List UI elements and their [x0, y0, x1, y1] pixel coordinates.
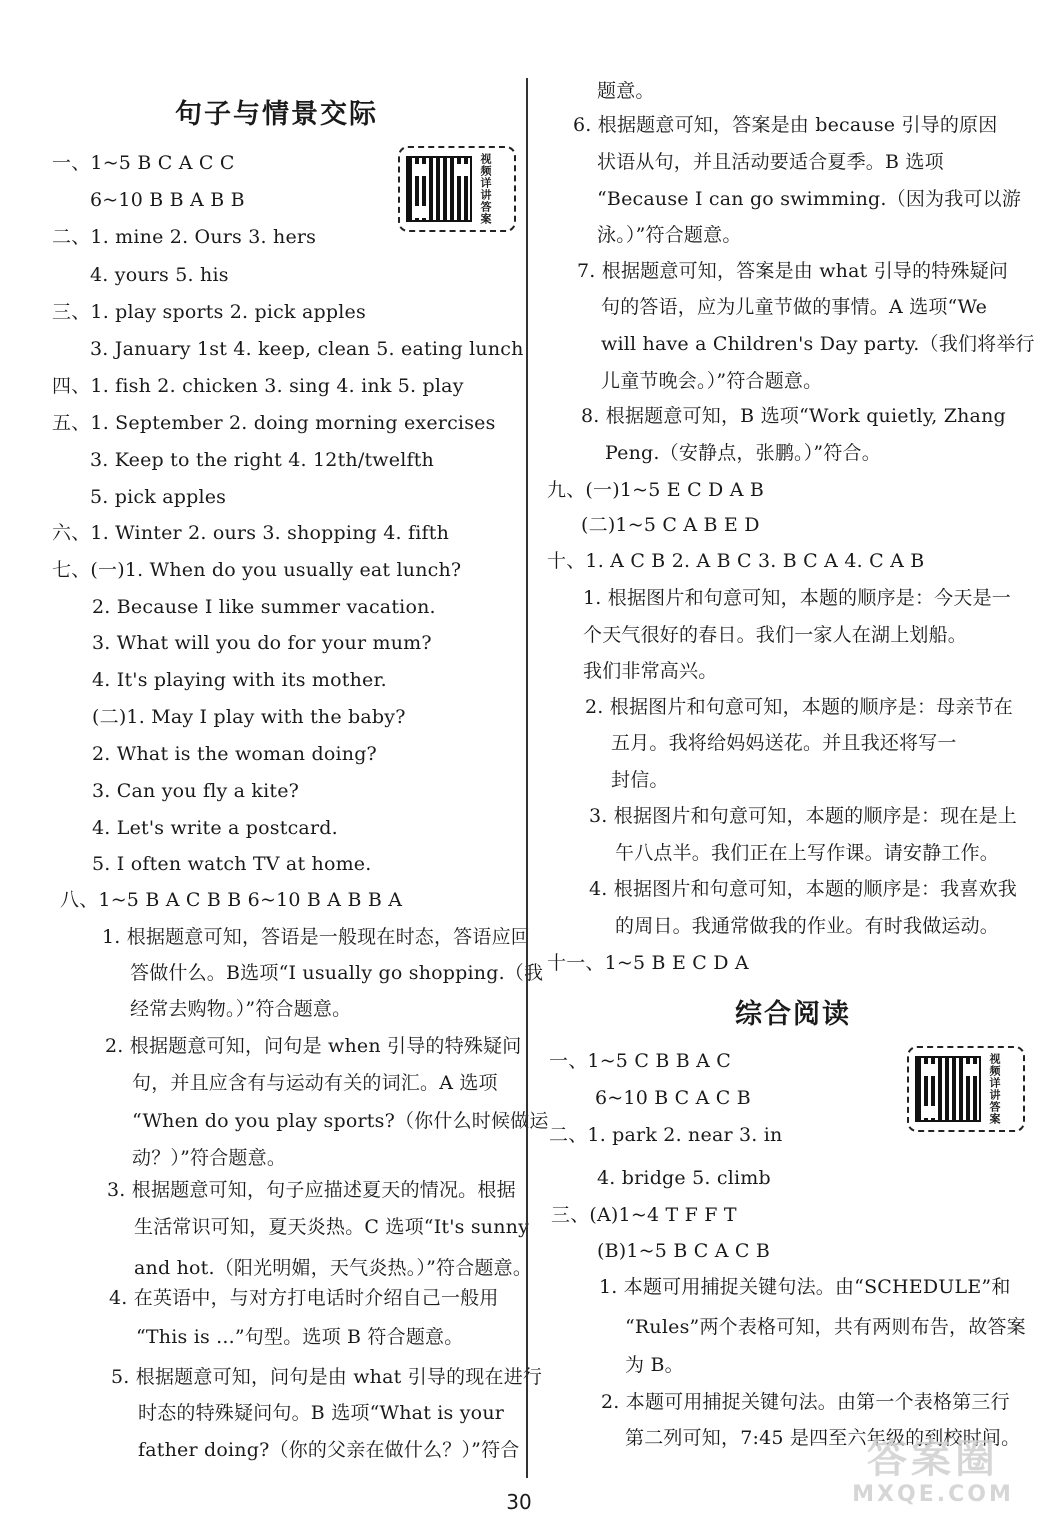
page-number: 30 — [506, 1490, 532, 1514]
explanation-line: 经常去购物。）”符合题意。 — [130, 998, 352, 1020]
section-title-reading: 综合阅读 — [735, 999, 851, 1030]
answer-line: 三、1. play sports 2. pick apples — [52, 301, 366, 323]
explanation-line: 3. 根据题意可知，句子应描述夏天的情况。根据 — [107, 1179, 516, 1201]
answer-line: 2. What is the woman doing? — [92, 743, 377, 765]
explanation-line: 题意。 — [597, 80, 655, 102]
explanation-line: 8. 根据题意可知，B 选项“Work quietly, Zhang — [581, 405, 1006, 427]
qr-label: 视频详讲答案 — [479, 153, 492, 225]
explanation-line: 第二列可知，7:45 是四至六年级的到校时间。 — [625, 1427, 1021, 1449]
watermark-cn: 答案圈 — [867, 1436, 999, 1482]
qr-label: 视频详讲答案 — [988, 1053, 1001, 1125]
explanation-line: 五月。我将给妈妈送花。并且我还将写一 — [611, 732, 957, 754]
column-divider — [526, 78, 528, 1478]
explanation-line: 封信。 — [611, 769, 669, 791]
explanation-line: “Rules”两个表格可知，共有两则布告，故答案 — [625, 1316, 1026, 1338]
answer-line: 六、1. Winter 2. ours 3. shopping 4. fifth — [52, 522, 450, 544]
answer-line: 四、1. fish 2. chicken 3. sing 4. ink 5. play — [52, 375, 464, 397]
answer-line: 6~10 B B A B B — [90, 189, 245, 211]
explanation-line: Peng.（安静点，张鹏。）”符合。 — [605, 442, 881, 464]
answer-line: 七、(一)1. When do you usually eat lunch? — [52, 559, 462, 581]
explanation-line: 我们非常高兴。 — [583, 660, 718, 682]
explanation-line: 1. 根据图片和句意可知，本题的顺序是：今天是一 — [583, 587, 1011, 609]
explanation-line: “Because I can go swimming.（因为我可以游 — [597, 188, 1022, 210]
answer-line: 3. January 1st 4. keep, clean 5. eating lunch — [90, 338, 524, 360]
explanation-line: and hot.（阳光明媚，天气炎热。）”符合题意。 — [134, 1257, 533, 1279]
answer-line: (二)1. May I play with the baby? — [92, 706, 406, 728]
explanation-line: 6. 根据题意可知，答案是由 because 引导的原因 — [573, 114, 998, 136]
explanation-line: 句，并且应含有与运动有关的词汇。A 选项 — [132, 1072, 498, 1094]
qr-code-icon — [406, 156, 472, 222]
explanation-line: 午八点半。我们正在上写作课。请安静工作。 — [615, 842, 1000, 864]
answer-line: 3. Can you fly a kite? — [92, 780, 300, 802]
qr-code-icon — [915, 1056, 981, 1122]
explanation-line: 答做什么。B选项“I usually go shopping.（我 — [130, 962, 544, 984]
answer-line: 3. What will you do for your mum? — [92, 632, 432, 654]
explanation-line: 个天气很好的春日。我们一家人在湖上划船。 — [583, 624, 968, 646]
explanation-line: 1. 根据题意可知，答语是一般现在时态，答语应回 — [102, 926, 530, 948]
watermark-en: MXQE.COM — [852, 1482, 1014, 1507]
explanation-line: 泳。）”符合题意。 — [597, 224, 742, 246]
answer-line: 十、1. A C B 2. A B C 3. B C A 4. C A B — [547, 550, 925, 572]
answer-line: (B)1~5 B C A C B — [597, 1240, 771, 1262]
answer-line: 五、1. September 2. doing morning exercises — [52, 412, 496, 434]
explanation-line: 的周日。我通常做我的作业。有时我做运动。 — [615, 915, 1000, 937]
answer-line: 八、1~5 B A C B B 6~10 B A B B A — [60, 889, 403, 911]
explanation-line: will have a Children's Day party.（我们将举行 — [601, 333, 1035, 355]
explanation-line: 动？）”符合题意。 — [132, 1147, 287, 1169]
answer-line: 一、1~5 B C A C C — [52, 152, 235, 174]
explanation-line: “When do you play sports?（你什么时候做运 — [132, 1110, 549, 1132]
explanation-line: 5. 根据题意可知，问句是由 what 引导的现在进行 — [111, 1366, 543, 1388]
answer-line: 三、(A)1~4 T F F T — [551, 1204, 737, 1226]
explanation-line: 7. 根据题意可知，答案是由 what 引导的特殊疑问 — [577, 260, 1009, 282]
qr-code-video-answers[interactable] — [907, 1046, 1025, 1132]
explanation-line: 状语从句，并且活动要适合夏季。B 选项 — [597, 151, 944, 173]
answer-line: 二、1. park 2. near 3. in — [549, 1124, 783, 1146]
explanation-line: 儿童节晚会。）”符合题意。 — [601, 370, 823, 392]
answer-line: 5. I often watch TV at home. — [92, 853, 372, 875]
answer-line: 一、1~5 C B B A C — [549, 1050, 732, 1072]
answer-line: 3. Keep to the right 4. 12th/twelfth — [90, 449, 434, 471]
explanation-line: 2. 根据图片和句意可知，本题的顺序是：母亲节在 — [585, 696, 1013, 718]
explanation-line: 2. 根据题意可知，问句是 when 引导的特殊疑问 — [105, 1035, 522, 1057]
answer-line: 2. Because I like summer vacation. — [92, 596, 436, 618]
answer-line: 4. Let's write a postcard. — [92, 817, 338, 839]
answer-line: 4. It's playing with its mother. — [92, 669, 387, 691]
answer-line: 九、(一)1~5 E C D A B — [547, 479, 765, 501]
explanation-line: 4. 在英语中，与对方打电话时介绍自己一般用 — [109, 1287, 499, 1309]
watermark-logo — [838, 1436, 1028, 1526]
answer-line: 十一、1~5 B E C D A — [547, 952, 749, 974]
explanation-line: “This is ...”句型。选项 B 符合题意。 — [136, 1326, 464, 1348]
answer-line: 5. pick apples — [90, 486, 227, 508]
explanation-line: 生活常识可知，夏天炎热。C 选项“It's sunny — [134, 1216, 530, 1238]
explanation-line: 1. 本题可用捕捉关键句法。由“SCHEDULE”和 — [599, 1276, 1011, 1298]
explanation-line: 3. 根据图片和句意可知，本题的顺序是：现在是上 — [589, 805, 1017, 827]
explanation-line: 句的答语，应为儿童节做的事情。A 选项“We — [601, 296, 988, 318]
answer-line: 6~10 B C A C B — [595, 1087, 751, 1109]
explanation-line: 2. 本题可用捕捉关键句法。由第一个表格第三行 — [601, 1391, 1010, 1413]
explanation-line: 为 B。 — [625, 1354, 684, 1376]
answer-line: 4. yours 5. his — [90, 264, 229, 286]
answer-line: 4. bridge 5. climb — [597, 1167, 771, 1189]
explanation-line: 时态的特殊疑问句。B 选项“What is your — [138, 1402, 505, 1424]
answer-line: (二)1~5 C A B E D — [581, 514, 760, 536]
explanation-line: 4. 根据图片和句意可知，本题的顺序是：我喜欢我 — [589, 878, 1017, 900]
explanation-line: father doing?（你的父亲在做什么？）”符合 — [138, 1439, 520, 1461]
qr-code-video-answers[interactable] — [398, 146, 516, 232]
section-title-sentences: 句子与情景交际 — [175, 99, 378, 130]
answer-line: 二、1. mine 2. Ours 3. hers — [52, 226, 317, 248]
